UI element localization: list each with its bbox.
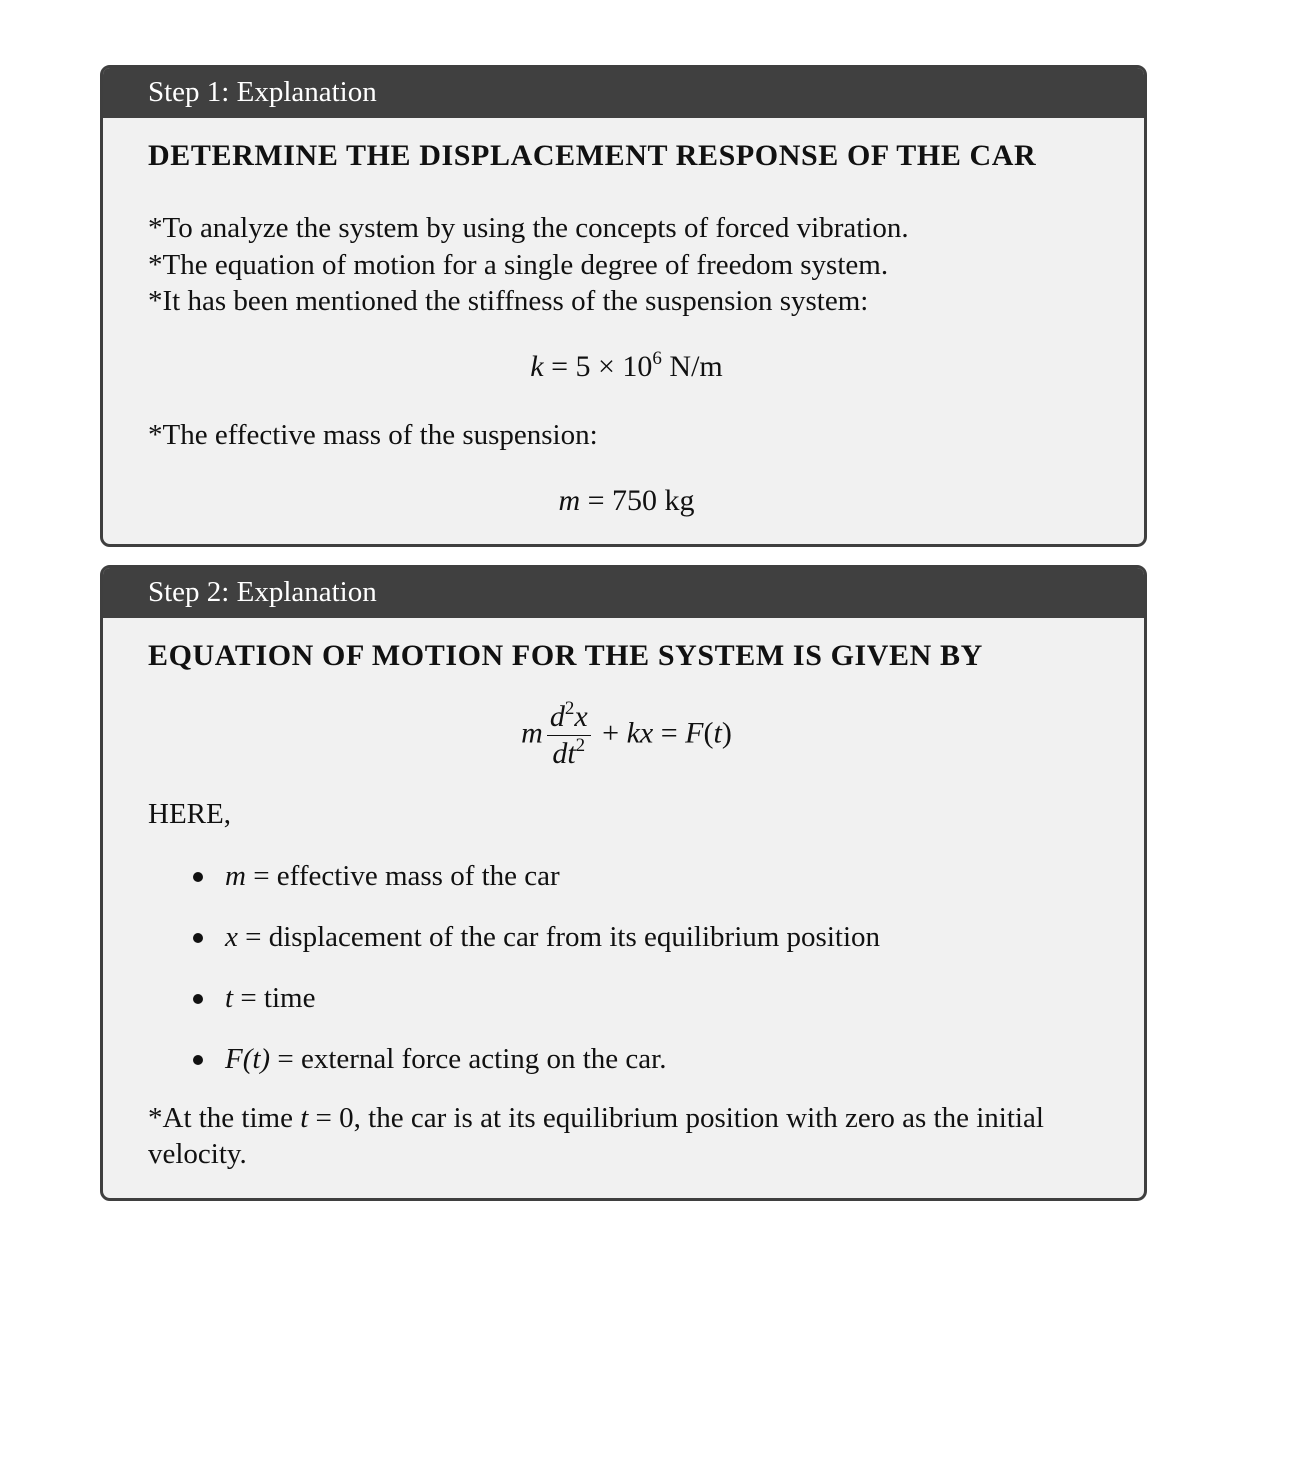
numerator-exponent: 2 <box>564 698 575 719</box>
bullet-icon <box>193 1055 203 1065</box>
step-1-header: Step 1: Explanation <box>103 68 1144 118</box>
step-1-line-1: *To analyze the system by using the concepts of forced vibration. <box>148 212 909 244</box>
motion-kx: kx <box>626 716 654 750</box>
conclusion-pre: *At the time <box>148 1102 301 1134</box>
variable-definitions-list <box>193 858 880 1102</box>
stiffness-unit: N/m <box>661 350 723 383</box>
bullet-text: = time <box>233 982 316 1014</box>
stiffness-exponent: 6 <box>652 348 662 369</box>
bullet-icon <box>193 933 203 943</box>
step-1-heading: DETERMINE THE DISPLACEMENT RESPONSE OF THE CAR <box>148 139 1037 172</box>
list-item <box>193 980 880 1041</box>
bullet-text: = external force acting on the car. <box>270 1043 667 1075</box>
bullet-icon <box>193 872 203 882</box>
step-1-line-2: *The equation of motion for a single degree of freedom system. <box>148 249 889 281</box>
step-2-heading: EQUATION OF MOTION FOR THE SYSTEM IS GIVEN BY <box>148 639 983 672</box>
fraction-numerator <box>547 700 591 736</box>
bullet-symbol: t <box>225 982 234 1014</box>
paren-close: ) <box>721 716 732 750</box>
numerator-d: d <box>549 700 565 733</box>
mass-equation <box>103 484 1147 518</box>
motion-time: t <box>713 716 722 750</box>
motion-equation <box>103 700 1147 771</box>
denominator-dt: dt <box>552 737 576 770</box>
step-1-line-3: *It has been mentioned the stiffness of the suspension system: <box>148 285 869 317</box>
stiffness-rhs: = 5 × 10 <box>543 350 653 383</box>
bullet-text: = effective mass of the car <box>245 860 560 892</box>
denominator-exponent: 2 <box>575 735 586 756</box>
numerator-x: x <box>574 700 588 733</box>
step-1-card <box>100 65 1147 547</box>
list-item <box>193 919 880 980</box>
paren-open: ( <box>703 716 714 750</box>
conclusion-var: t <box>300 1102 309 1134</box>
step-2-header: Step 2: Explanation <box>103 568 1144 618</box>
motion-force: F <box>685 716 704 750</box>
second-derivative-fraction <box>547 700 591 771</box>
stiffness-var: k <box>530 350 544 383</box>
motion-equals: = <box>653 716 686 750</box>
conclusion-post: = 0, the car is at its equilibrium position with zero as the initial velocity. <box>148 1102 1044 1170</box>
conclusion-text <box>148 1100 1113 1172</box>
mass-intro: *The effective mass of the suspension: <box>148 419 598 451</box>
list-item <box>193 858 880 919</box>
motion-plus: + <box>594 716 627 750</box>
bullet-symbol: m <box>225 860 246 892</box>
mass-rhs: = 750 kg <box>580 484 695 517</box>
list-item <box>193 1041 880 1102</box>
mass-var: m <box>558 484 581 517</box>
bullet-icon <box>193 994 203 1004</box>
fraction-denominator <box>547 736 591 771</box>
motion-mass: m <box>521 716 543 750</box>
bullet-symbol: F(t) <box>225 1043 271 1075</box>
bullet-text: = displacement of the car from its equilibrium position <box>237 921 881 953</box>
bullet-symbol: x <box>225 921 238 953</box>
here-label: HERE, <box>148 798 231 830</box>
stiffness-equation <box>103 350 1147 384</box>
step-2-card <box>100 565 1147 1201</box>
